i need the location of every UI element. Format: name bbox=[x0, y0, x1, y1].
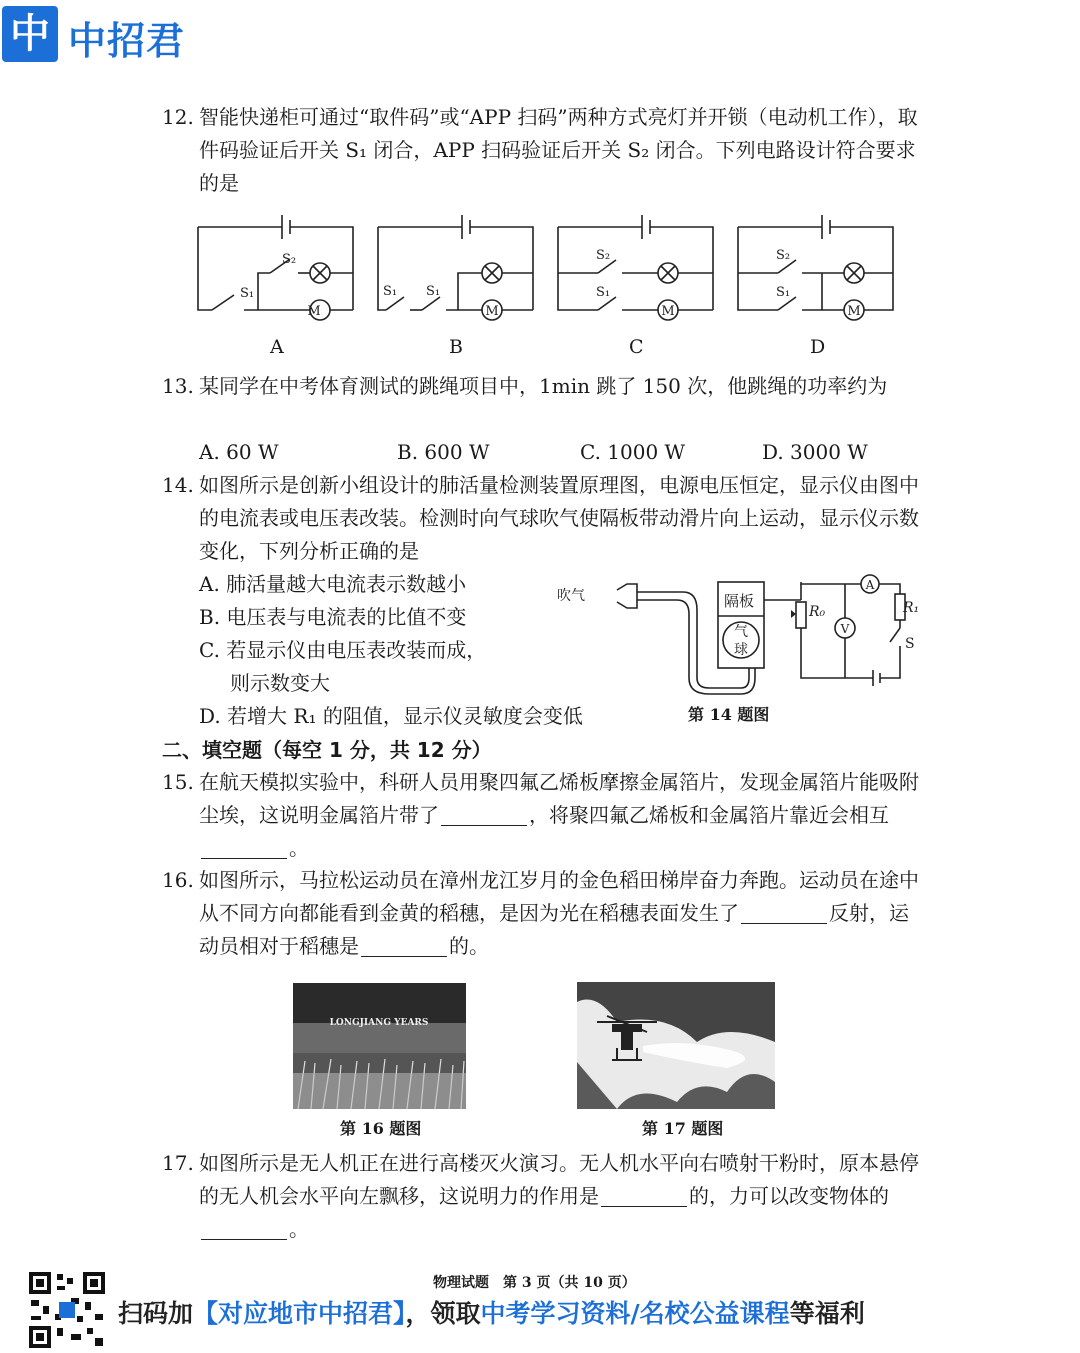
symbol-s2: S₂ bbox=[776, 248, 791, 263]
symbol-s1: S₁ bbox=[426, 284, 441, 299]
marathon-photo bbox=[293, 983, 466, 1109]
question-14 bbox=[162, 469, 922, 568]
option-c: C. 若显示仪由电压表改装而成， bbox=[199, 638, 487, 662]
answer-blank[interactable] bbox=[201, 838, 287, 859]
question-text: ，将聚四氟乙烯板和金属箔片靠近会相互 bbox=[529, 803, 889, 827]
question-text: 智能快递柜可通过“取件码”或“APP 扫码”两种方式亮灯并开锁（电动机工作），取件码验证后开关 S₁ 闭合，APP 扫码验证后开关 S₂ 闭合。下列电路设计符合要求的是 bbox=[199, 105, 918, 195]
question-number: 17. bbox=[162, 1151, 194, 1175]
symbol-s1: S₁ bbox=[383, 284, 398, 299]
promo-text: 等福利 bbox=[789, 1299, 865, 1328]
question-number: 15. bbox=[162, 770, 194, 794]
circuit-label-b: B bbox=[449, 336, 463, 358]
r0-label: R₀ bbox=[809, 604, 826, 620]
answer-blank[interactable] bbox=[441, 805, 527, 826]
question-number: 13. bbox=[162, 374, 194, 398]
symbol-motor: M bbox=[485, 304, 499, 319]
promo-banner bbox=[118, 1294, 865, 1330]
drone-photo bbox=[577, 982, 775, 1109]
lung-capacity-diagram bbox=[555, 570, 930, 698]
answer-blank[interactable] bbox=[201, 1219, 287, 1240]
symbol-s1: S₁ bbox=[596, 285, 611, 300]
question-17 bbox=[162, 1147, 922, 1246]
circuit-diagrams bbox=[190, 205, 910, 330]
ammeter-icon: A bbox=[865, 578, 875, 592]
circuit-c bbox=[558, 215, 713, 320]
option-c-cont: 则示数变大 bbox=[230, 671, 330, 695]
question-text: 的，力可以改变物体的 bbox=[689, 1184, 889, 1208]
circuit-b bbox=[378, 215, 533, 320]
answer-blank[interactable] bbox=[361, 936, 447, 957]
symbol-motor: M bbox=[847, 304, 861, 319]
question-text: 的。 bbox=[449, 934, 489, 958]
switch-label: S bbox=[905, 636, 915, 652]
symbol-s1: S₁ bbox=[776, 285, 791, 300]
brand-logo-icon: 中 bbox=[2, 6, 58, 62]
option-d: D. 3000 W bbox=[762, 440, 868, 464]
answer-blank[interactable] bbox=[601, 1186, 687, 1207]
option-c: C. 1000 W bbox=[580, 440, 686, 464]
symbol-s2: S₂ bbox=[282, 252, 297, 267]
circuit-d bbox=[738, 215, 893, 320]
circuit-label-d: D bbox=[810, 336, 826, 358]
question-text: 如图所示是无人机正在进行高楼灭火演习。无人机水平向右喷射干粉时，原本悬停的无人机会水平向左飘移，这说明力的作用是 bbox=[199, 1151, 919, 1208]
option-a: A. 60 W bbox=[199, 440, 279, 464]
plate-label: 隔板 bbox=[724, 592, 755, 610]
promo-text: 扫码加 bbox=[118, 1299, 194, 1328]
symbol-s1: S₁ bbox=[240, 286, 255, 301]
question-text: 。 bbox=[289, 836, 309, 860]
section-heading: 二、填空题（每空 1 分，共 12 分） bbox=[162, 738, 492, 762]
promo-highlight: 中考学习资料/名校公益课程 bbox=[480, 1299, 790, 1328]
promo-link[interactable]: 【对应地市中招君】 bbox=[193, 1299, 406, 1328]
figure-caption-16: 第 16 题图 bbox=[340, 1119, 422, 1138]
blow-label: 吹气 bbox=[557, 588, 585, 604]
circuit-a bbox=[198, 215, 353, 320]
question-16 bbox=[162, 864, 922, 963]
r1-label: R₁ bbox=[903, 600, 920, 616]
qr-code-icon[interactable] bbox=[27, 1270, 107, 1350]
promo-text: ，领取 bbox=[405, 1299, 481, 1328]
symbol-motor: M bbox=[307, 304, 321, 319]
question-text: 某同学在中考体育测试的跳绳项目中，1min 跳了 150 次，他跳绳的功率约为 bbox=[199, 374, 888, 398]
circuit-label-c: C bbox=[629, 336, 644, 358]
question-text: 在航天模拟实验中，科研人员用聚四氟乙烯板摩擦金属箔片，发现金属箔片能吸附尘埃，这说明金属箔片带了 bbox=[199, 770, 919, 827]
question-text: 反射，运动员相对于稻穗是 bbox=[199, 901, 909, 958]
photo-sign-text: LONGJIANG YEARS bbox=[329, 1018, 429, 1028]
question-number: 14. bbox=[162, 473, 194, 497]
question-12 bbox=[162, 101, 922, 200]
balloon-label: 气 bbox=[734, 624, 748, 640]
voltmeter-icon: V bbox=[840, 622, 850, 636]
option-b: B. 600 W bbox=[397, 440, 490, 464]
circuit-label-a: A bbox=[270, 336, 284, 358]
question-text: 如图所示，马拉松运动员在漳州龙江岁月的金色稻田梯岸奋力奔跑。运动员在途中从不同方向都能看到金黄的稻穗，是因为光在稻穗表面发生了 bbox=[199, 868, 919, 925]
symbol-motor: M bbox=[661, 304, 675, 319]
option-b: B. 电压表与电流表的比值不变 bbox=[199, 605, 467, 629]
question-text: 。 bbox=[289, 1217, 309, 1241]
figure-caption-14: 第 14 题图 bbox=[688, 705, 770, 724]
question-text: 如图所示是创新小组设计的肺活量检测装置原理图，电源电压恒定，显示仪由图中的电流表或电压表改装。检测时向气球吹气使隔板带动滑片向上运动，显示仪示数变化，下列分析正确的是 bbox=[199, 473, 919, 563]
option-a: A. 肺活量越大电流表示数越小 bbox=[199, 572, 467, 596]
figure-caption-17: 第 17 题图 bbox=[642, 1119, 724, 1138]
option-d: D. 若增大 R₁ 的阻值，显示仪灵敏度会变低 bbox=[199, 704, 583, 728]
symbol-s2: S₂ bbox=[596, 248, 611, 263]
question-15 bbox=[162, 766, 922, 865]
page-number: 物理试题 第 3 页（共 10 页） bbox=[433, 1275, 636, 1291]
brand-name: 中招君 bbox=[68, 19, 186, 63]
question-number: 16. bbox=[162, 868, 194, 892]
answer-blank[interactable] bbox=[741, 903, 827, 924]
balloon-label: 球 bbox=[734, 642, 748, 658]
question-13 bbox=[162, 370, 922, 403]
question-number: 12. bbox=[162, 105, 194, 129]
